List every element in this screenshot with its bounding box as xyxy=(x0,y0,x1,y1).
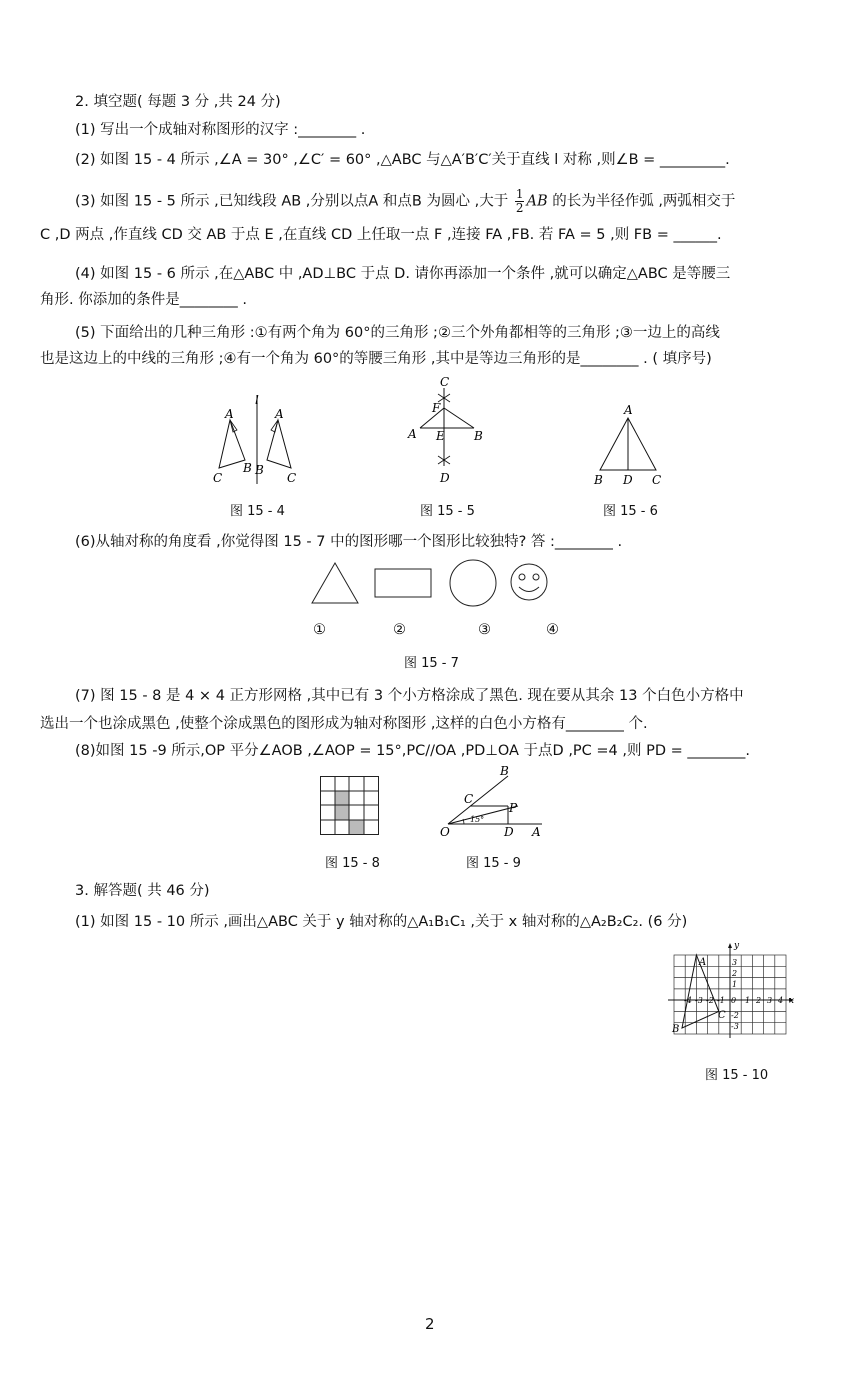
question-2-5-line2: 也是这边上的中线的三角形 ;④有一个角为 60°的等腰三角形 ,其中是等边三角形的是________ . ( 填序号) xyxy=(40,351,712,367)
f5-label-d: D xyxy=(440,471,450,485)
question-2-5-line1: (5) 下面给出的几种三角形 :①有两个角为 60°的三角形 ;②三个外角都相等的三角形 ;③一边上的高线 xyxy=(75,325,720,341)
f9-label-a: A xyxy=(532,825,541,839)
question-2-4-line2: 角形. 你添加的条件是________ . xyxy=(40,292,247,308)
f9-label-o: O xyxy=(440,825,450,839)
f10-xtick-1: 1 xyxy=(745,996,751,1005)
figure-15-7-caption: 图 15 - 7 xyxy=(404,656,459,671)
figure-15-5-caption: 图 15 - 5 xyxy=(420,504,475,519)
f10-xtick-m4: -4 xyxy=(684,996,692,1005)
fig7-label-4: ④ xyxy=(546,622,559,638)
f10-xtick-0: 0 xyxy=(731,996,737,1005)
figure-15-8 xyxy=(320,776,380,836)
section2-title: 2. 填空题( 每题 3 分 ,共 24 分) xyxy=(75,94,281,110)
f5-label-c: C xyxy=(440,375,450,389)
question-2-3-line2: C ,D 两点 ,作直线 CD 交 AB 于点 E ,在直线 CD 上任取一点 F ,连接 FA ,FB. 若 FA = 5 ,则 FB = ______. xyxy=(40,227,722,243)
f9-label-c: C xyxy=(464,792,474,806)
fraction-denominator: 2 xyxy=(515,201,524,215)
smiley-face-icon xyxy=(511,564,547,600)
fraction-variable: AB xyxy=(526,193,548,210)
question-2-7-line1: (7) 图 15 - 8 是 4 × 4 正方形网格 ,其中已有 3 个小方格涂成了黑色. 现在要从其余 13 个白色小方格中 xyxy=(75,688,744,704)
f10-ytick-3: 3 xyxy=(732,958,738,967)
figure-15-6 xyxy=(590,400,670,490)
f10-xtick-m3: -3 xyxy=(695,996,703,1005)
question-2-2: (2) 如图 15 - 4 所示 ,∠A = 30° ,∠C′ = 60° ,△ABC 与△A′B′C′关于直线 l 对称 ,则∠B = _________. xyxy=(75,152,730,168)
f10-point-b: B xyxy=(672,1024,680,1035)
question-2-8: (8)如图 15 -9 所示,OP 平分∠AOB ,∠AOP = 15°,PC//OA ,PD⊥OA 于点D ,PC =4 ,则 PD = ________. xyxy=(75,743,750,759)
f10-xtick-m2: -2 xyxy=(706,996,714,1005)
f4-label-a-prime: A xyxy=(275,407,284,421)
f10-ytick-2: 2 xyxy=(732,969,738,978)
y-axis-arrow-icon xyxy=(728,943,732,948)
figure-15-8-caption: 图 15 - 8 xyxy=(325,856,380,871)
rectangle-shape xyxy=(375,569,431,597)
f10-ytick-m3: -3 xyxy=(731,1022,739,1031)
f10-axis-y: y xyxy=(734,941,740,951)
figure-15-5 xyxy=(400,372,500,490)
page-number: 2 xyxy=(425,1315,435,1333)
triangle-shape xyxy=(312,563,358,603)
f9-label-d: D xyxy=(504,825,514,839)
f10-xtick-3: 3 xyxy=(767,996,773,1005)
f4-label-c-prime: C xyxy=(287,471,297,485)
figure-15-10 xyxy=(668,940,798,1040)
f4-label-l: l xyxy=(255,393,259,407)
f10-xtick-4: 4 xyxy=(778,996,784,1005)
figure-15-6-caption: 图 15 - 6 xyxy=(603,504,658,519)
circle-shape xyxy=(450,560,496,606)
f4-label-b-prime: B xyxy=(255,463,264,477)
f4-label-c: C xyxy=(213,471,223,485)
fraction-numerator: 1 xyxy=(515,187,524,201)
fig7-label-3: ③ xyxy=(478,622,491,638)
f6-label-c: C xyxy=(652,473,662,487)
fig7-label-1: ① xyxy=(313,622,326,638)
f10-point-a: A xyxy=(699,957,707,968)
f4-label-b: B xyxy=(243,461,252,475)
q3-text-b: 的长为半径作弧 ,两弧相交于 xyxy=(552,193,736,210)
figure-15-7 xyxy=(300,555,560,615)
shaded-cell xyxy=(335,791,349,805)
f10-ytick-1: 1 xyxy=(732,980,738,989)
f9-label-p: P xyxy=(509,801,518,815)
f5-label-e: E xyxy=(436,429,445,443)
question-3-1: (1) 如图 15 - 10 所示 ,画出△ABC 关于 y 轴对称的△A₁B₁C₁ ,关于 x 轴对称的△A₂B₂C₂. (6 分) xyxy=(75,914,688,930)
shaded-cell xyxy=(335,805,349,820)
figure-15-9 xyxy=(438,766,548,838)
f10-axis-x: x xyxy=(789,996,795,1006)
f10-xtick-m1: -1 xyxy=(717,996,725,1005)
f10-point-c: C xyxy=(718,1010,726,1021)
f10-ytick-m2: -2 xyxy=(731,1011,739,1020)
section3-title: 3. 解答题( 共 46 分) xyxy=(75,883,210,899)
f5-label-b: B xyxy=(474,429,483,443)
figure-15-4 xyxy=(205,390,315,490)
f4-label-a: A xyxy=(225,407,234,421)
figure-15-9-caption: 图 15 - 9 xyxy=(466,856,521,871)
fig7-label-2: ② xyxy=(393,622,406,638)
question-2-7-line2: 选出一个也涂成黑色 ,使整个涂成黑色的图形成为轴对称图形 ,这样的白色小方格有________ 个. xyxy=(40,716,648,732)
f6-label-d: D xyxy=(623,473,633,487)
f9-angle-label: 15° xyxy=(470,815,485,824)
f6-label-a: A xyxy=(624,403,633,417)
fraction-half xyxy=(515,188,525,215)
figure-15-10-caption: 图 15 - 10 xyxy=(705,1068,769,1083)
f9-label-b: B xyxy=(500,764,509,778)
f10-xtick-2: 2 xyxy=(756,996,762,1005)
question-2-3-line1 xyxy=(75,188,735,215)
q3-text-a: (3) 如图 15 - 5 所示 ,已知线段 AB ,分别以点A 和点B 为圆心 ,大于 xyxy=(75,193,509,210)
f6-label-b: B xyxy=(594,473,603,487)
question-2-1: (1) 写出一个成轴对称图形的汉字 :________ . xyxy=(75,122,366,138)
question-2-4-line1: (4) 如图 15 - 6 所示 ,在△ABC 中 ,AD⊥BC 于点 D. 请你再添加一个条件 ,就可以确定△ABC 是等腰三 xyxy=(75,266,731,282)
f5-label-f: F xyxy=(432,401,441,415)
figure-15-4-caption: 图 15 - 4 xyxy=(230,504,285,519)
question-2-6: (6)从轴对称的角度看 ,你觉得图 15 - 7 中的图形哪一个图形比较独特? 答 :________ . xyxy=(75,534,623,550)
f5-label-a: A xyxy=(408,427,417,441)
shaded-cell xyxy=(349,820,364,834)
